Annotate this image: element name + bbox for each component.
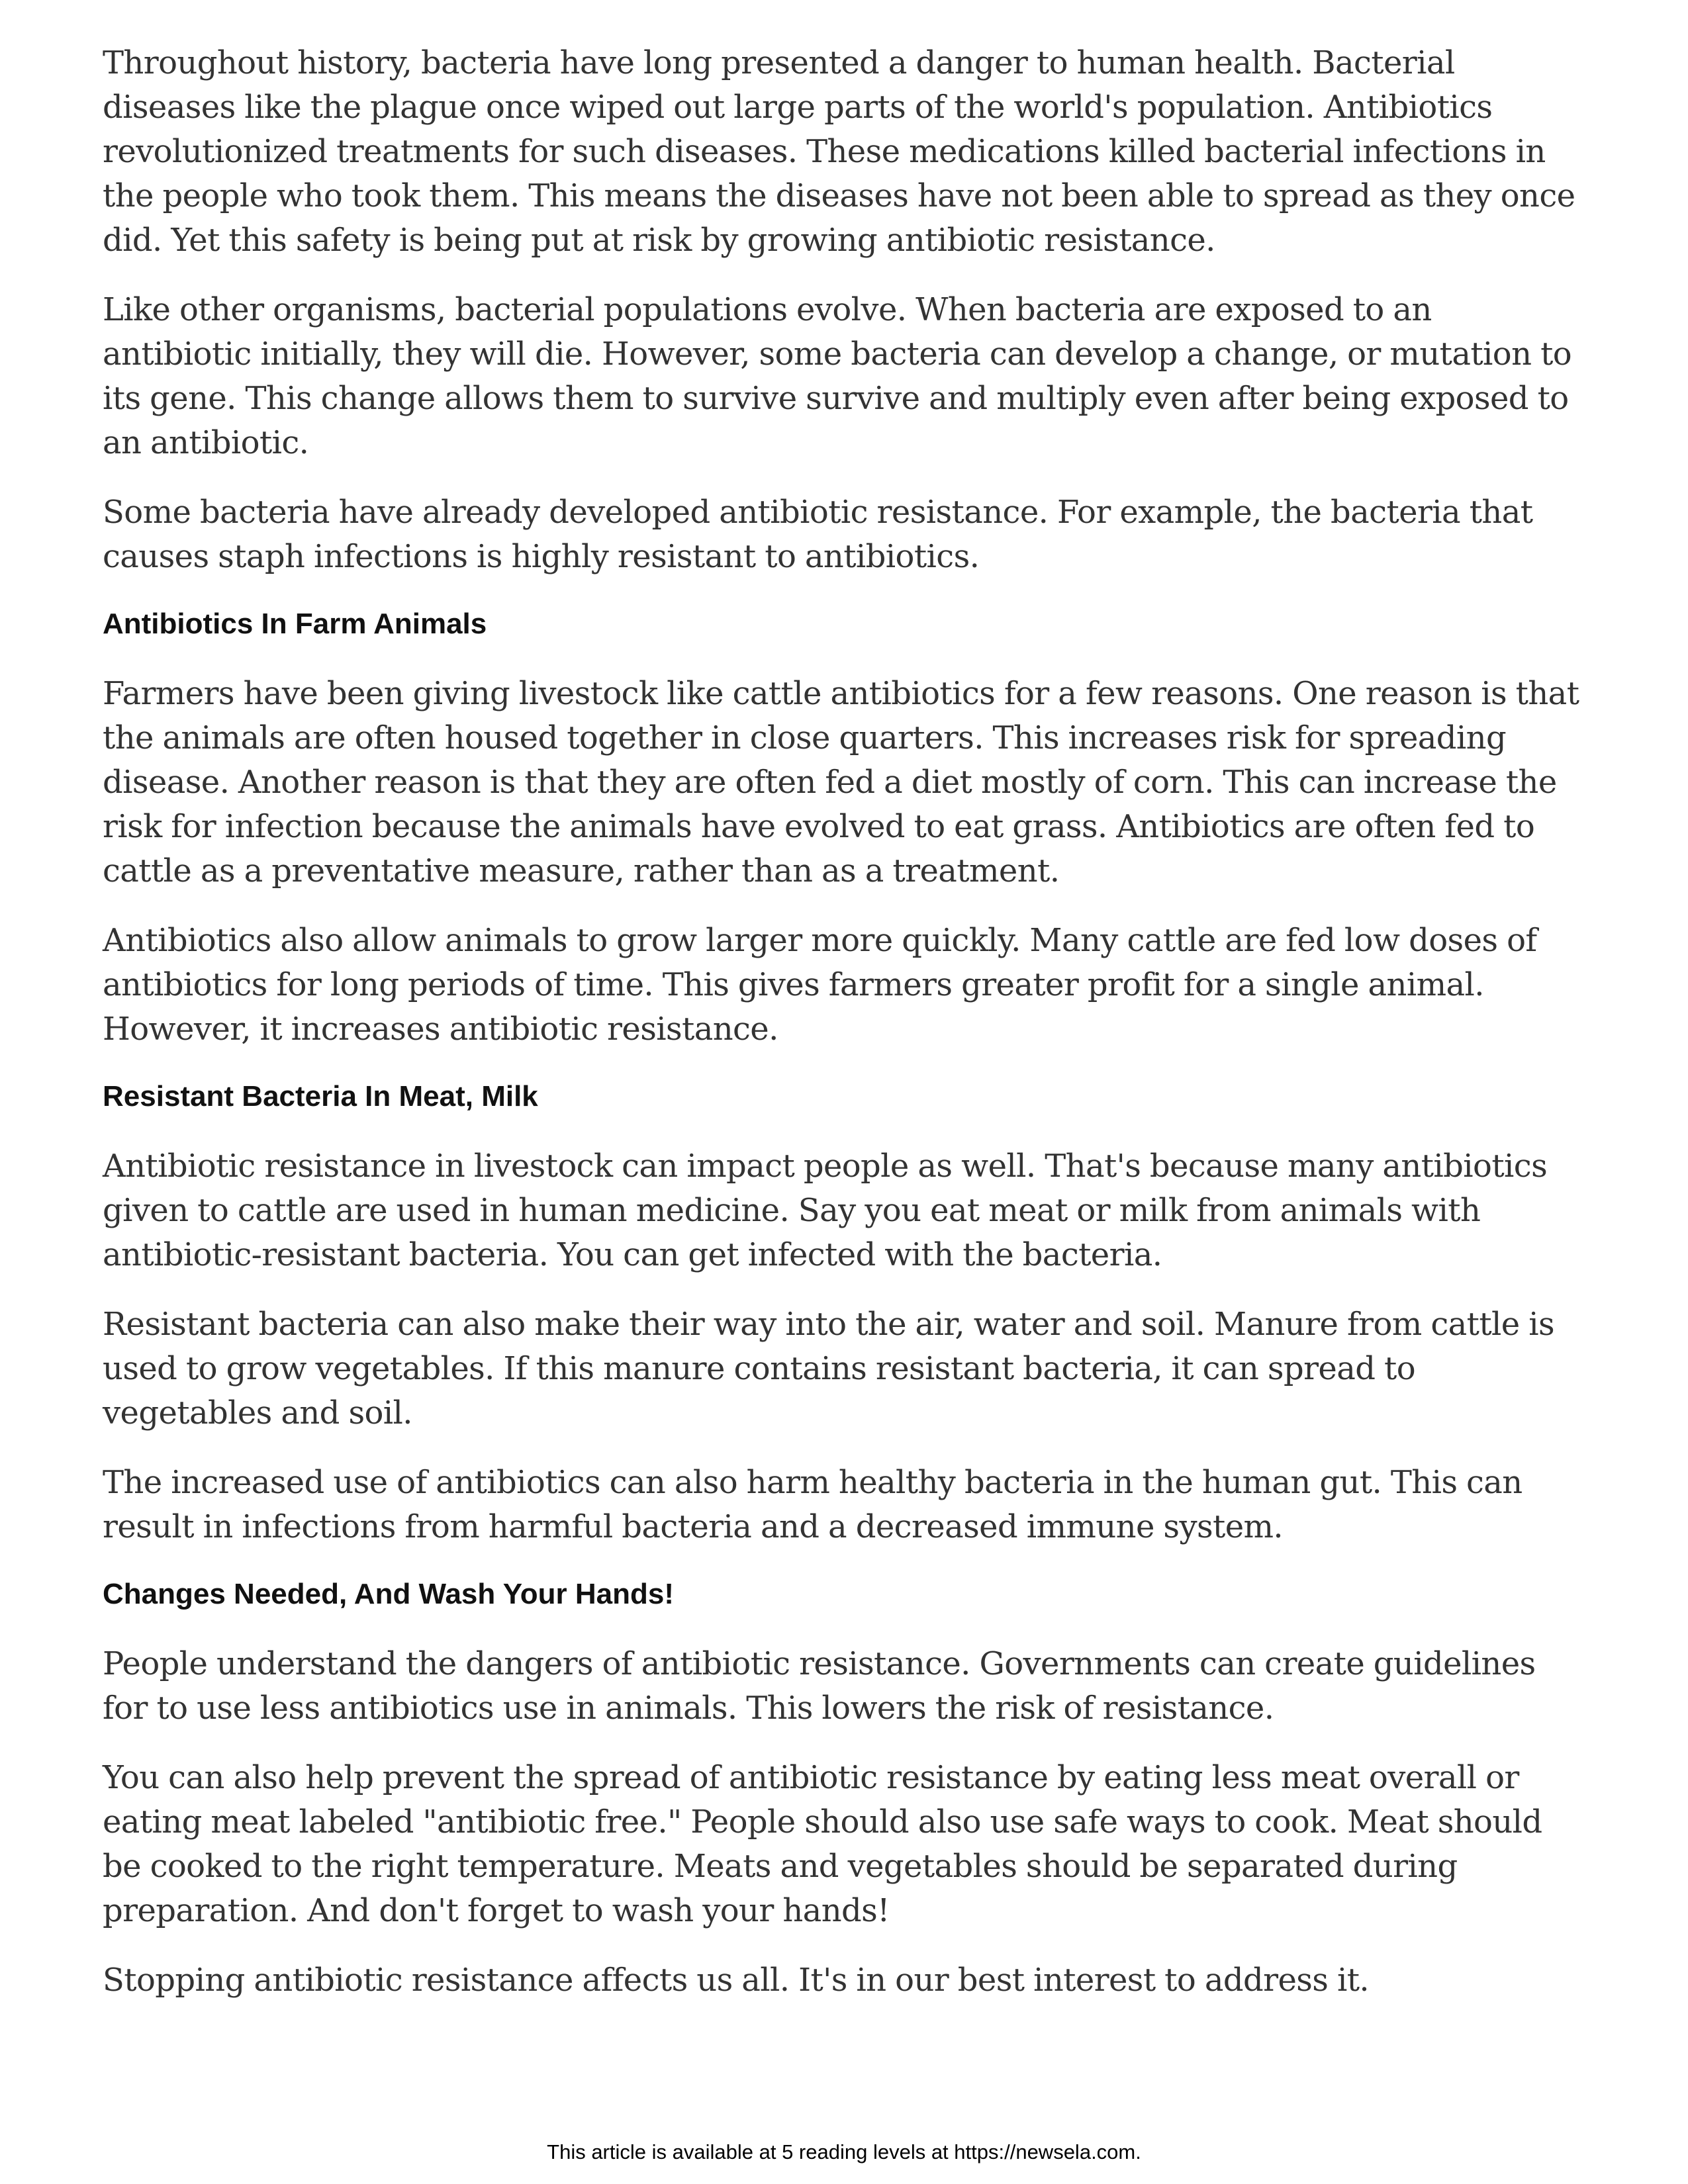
article-paragraph: Resistant bacteria can also make their way into the air, water and soil. Manure from cattle is used to grow vegetables. If this manure contains resistant bacteria, it can spread to vegetables and soil.: [103, 1306, 1555, 1432]
article-paragraph: Antibiotic resistance in livestock can impact people as well. That's because many antibiotics given to cattle are used in human medicine. Say you eat meat or milk from animals with antibiotic-resistant bacteria. You can get infected with the bacteria.: [103, 1148, 1548, 1273]
section-heading-farm-animals: Antibiotics In Farm Animals: [103, 608, 487, 640]
article-paragraph: Some bacteria have already developed antibiotic resistance. For example, the bacteria that causes staph infections is highly resistant to antibiotics.: [103, 494, 1533, 575]
article-paragraph: Like other organisms, bacterial populations evolve. When bacteria are exposed to an antibiotic initially, they will die. However, some bacteria can develop a change, or mutation to its gene. This change allows them to survive survive and multiply even after being exposed to an antibiotic.: [103, 291, 1572, 461]
article-paragraph: Stopping antibiotic resistance affects us all. It's in our best interest to address it.: [103, 1962, 1370, 1999]
article-paragraph: People understand the dangers of antibiotic resistance. Governments can create guidelines for to use less antibiotics use in animals. This lowers the risk of resistance.: [103, 1645, 1536, 1727]
page-footer: This article is available at 5 reading levels at https://newsela.com.: [547, 2140, 1141, 2163]
article-paragraph: Antibiotics also allow animals to grow larger more quickly. Many cattle are fed low doses of antibiotics for long periods of time. This gives farmers greater profit for a single animal. However, it increases antibiotic resistance.: [103, 922, 1537, 1048]
article-paragraph: Throughout history, bacteria have long presented a danger to human health. Bacterial diseases like the plague once wiped out large parts of the world's population. Antibiotics revolutionized treatments for such diseases. These medications killed bacterial infections in the people who took them. This means the diseases have not been able to spread as they once did. Yet this safety is being put at risk by growing antibiotic resistance.: [103, 44, 1575, 259]
article-paragraph: The increased use of antibiotics can also harm healthy bacteria in the human gut. This can result in infections from harmful bacteria and a decreased immune system.: [103, 1464, 1523, 1545]
section-heading-meat-milk: Resistant Bacteria In Meat, Milk: [103, 1080, 538, 1113]
article-body: [103, 41, 1585, 2028]
article-paragraph: You can also help prevent the spread of antibiotic resistance by eating less meat overall or eating meat labeled "antibiotic free." People should also use safe ways to cook. Meat should be cooked to the right temperature. Meats and vegetables should be separated during preparation. And don't forget to wash your hands!: [103, 1759, 1542, 1929]
section-heading-changes-needed: Changes Needed, And Wash Your Hands!: [103, 1578, 675, 1610]
article-paragraph: Farmers have been giving livestock like cattle antibiotics for a few reasons. One reason is that the animals are often housed together in close quarters. This increases risk for spreading disease. Another reason is that they are often fed a diet mostly of corn. This can increase the risk for infection because the animals have evolved to eat grass. Antibiotics are often fed to cattle as a preventative measure, rather than as a treatment.: [103, 675, 1579, 889]
